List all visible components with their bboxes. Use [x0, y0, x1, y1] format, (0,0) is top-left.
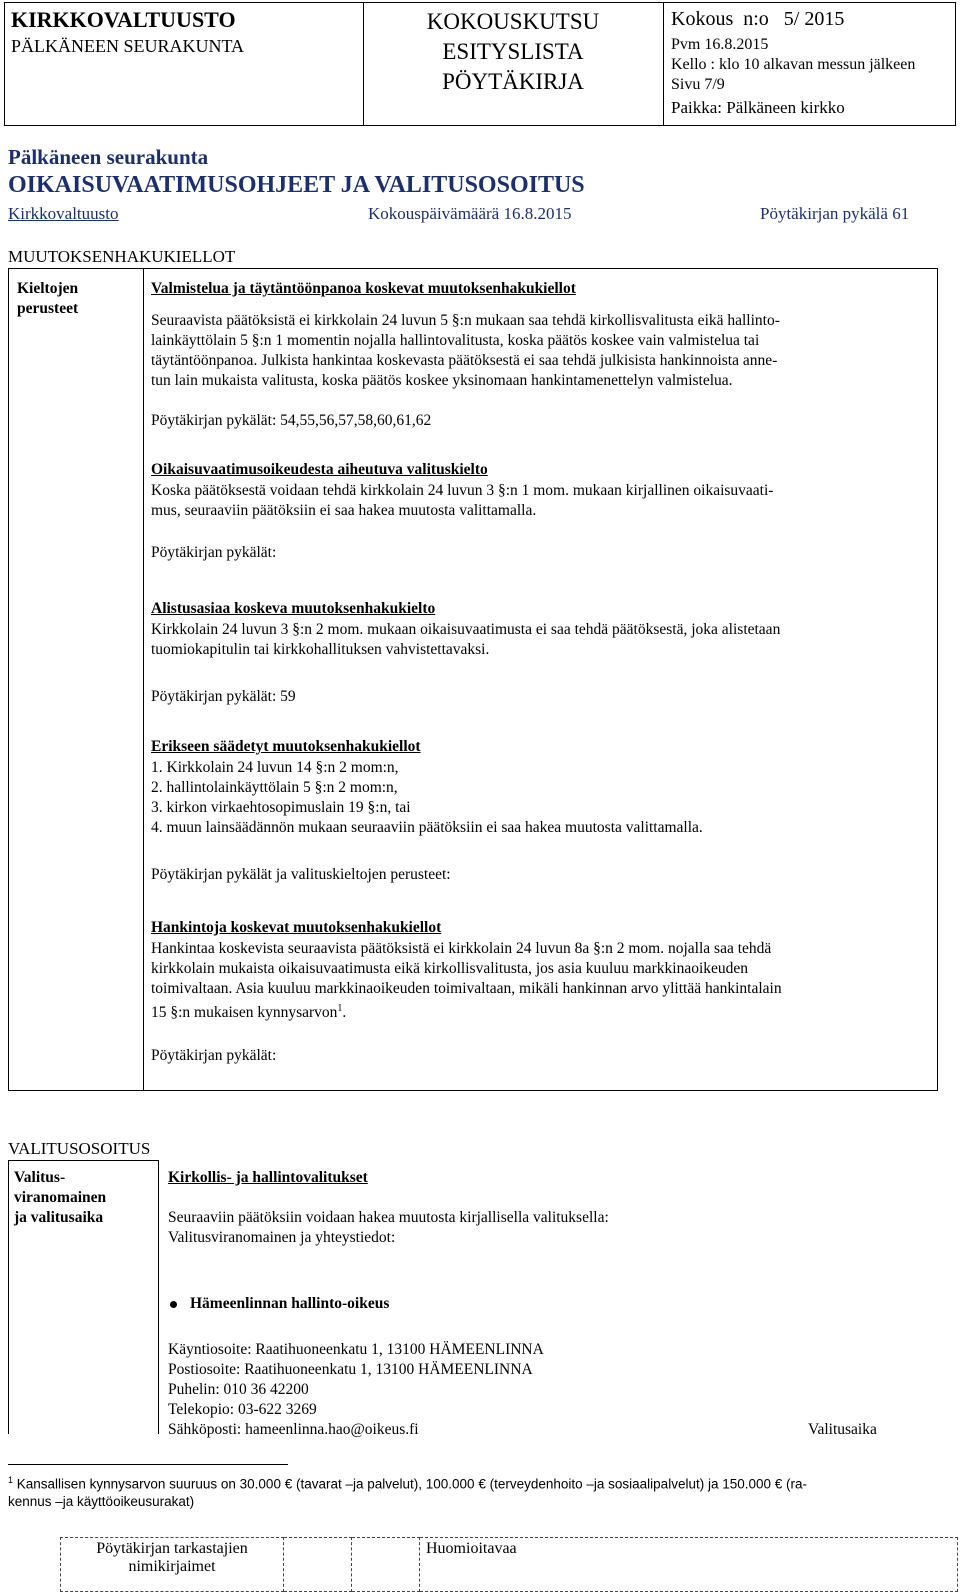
appeal-intro-line: Valitusviranomainen ja yhteystiedot: [168, 1229, 396, 1246]
column-divider [143, 269, 144, 1090]
reviewers-label-line: Pöytäkirjan tarkastajien [96, 1540, 248, 1557]
footnote-reference[interactable]: 1 [337, 1003, 343, 1014]
appeal-title: Kirkollis- ja hallintovalitukset [168, 1169, 368, 1186]
block4-line: 2. hallintolainkäyttölain 5 §:n 2 mom:n, [151, 779, 398, 796]
notes-label: Huomioitavaa [426, 1540, 517, 1557]
appeal-label-line2: viranomainen [14, 1189, 107, 1206]
contact-visiting-address: Käyntiosoite: Raatihuoneenkatu 1, 13100 HÄMEENLINNA [168, 1341, 544, 1358]
block5-line-suffix: . [342, 1004, 347, 1022]
block5-title: Hankintoja koskevat muutoksenhakukiellot [151, 919, 442, 936]
restrictions-label-line1: Kieltojen [17, 280, 79, 297]
block2-line: mus, seuraaviin päätöksiin ei saa hakea muutosta valittamalla. [151, 502, 537, 519]
block2-line: Koska päätöksestä voidaan tehdä kirkkolain 24 luvun 3 §:n 1 mom. mukaan kirjallinen oikaisuvaati- [151, 482, 774, 499]
appeal-deadline-label: Valitusaika [808, 1421, 877, 1438]
header-org-cell [5, 3, 364, 125]
header-doc-type-cell [363, 3, 664, 125]
block3-line: tuomiokapitulin tai kirkkohallituksen vahvistettavaksi. [151, 641, 490, 658]
appeal-heading: VALITUSOSOITUS [8, 1139, 151, 1158]
meeting-time: Kello : klo 10 alkavan messun jälkeen [671, 56, 916, 73]
block5-line: Hankintaa koskevista seuraavista päätöksistä ei kirkkolain 24 luvun 8a §:n 2 mom. nojalla saa tehdä [151, 940, 772, 957]
minutes-section: Pöytäkirjan pykälä 61 [760, 204, 910, 223]
org-title: KIRKKOVALTUUSTO [11, 7, 236, 32]
bullet-icon [170, 1301, 177, 1308]
contact-phone: Puhelin: 010 36 42200 [168, 1381, 309, 1398]
meeting-number: Kokous n:o 5/ 2015 [671, 8, 845, 30]
footer-signature-table [60, 1537, 958, 1592]
restrictions-heading: MUUTOKSENHAKUKIELLOT [8, 247, 236, 266]
block1-line: täytäntöönpanoa. Julkista hankintaa koskevasta päätöksestä ei saa tehdä julkisista hankinnoista anne- [151, 352, 778, 369]
block1-line: Seuraavista päätöksistä ei kirkkolain 24 luvun 5 §:n mukaan saa tehdä kirkollisvalitusta eikä hallinto- [151, 312, 780, 329]
restrictions-box [8, 268, 938, 1091]
block1-sections: Pöytäkirjan pykälät: 54,55,56,57,58,60,61,62 [151, 412, 432, 429]
block5-line: toimivaltaan. Asia kuuluu markkinaoikeuden toimivaltaan, mikäli hankinnan arvo ylittää hankintalain [151, 980, 782, 997]
contact-postal-address: Postiosoite: Raatihuoneenkatu 1, 13100 HÄMEENLINNA [168, 1361, 533, 1378]
meeting-date: Pvm 16.8.2015 [671, 36, 769, 53]
block3-sections: Pöytäkirjan pykälät: 59 [151, 688, 296, 705]
appeal-intro-line: Seuraaviin päätöksiin voidaan hakea muutosta kirjallisella valituksella: [168, 1209, 609, 1226]
document-header [4, 2, 956, 126]
meeting-place: Paikka: Pälkäneen kirkko [671, 98, 845, 117]
block4-line: 4. muun lainsäädännön mukaan seuraaviin päätöksiin ei saa hakea muutosta valittamalla. [151, 819, 703, 836]
footnote [8, 1472, 807, 1510]
block2-title: Oikaisuvaatimusoikeudesta aiheutuva valituskielto [151, 461, 488, 478]
doc-type-esityslista: ESITYSLISTA [442, 39, 584, 64]
block4-sections: Pöytäkirjan pykälät ja valituskieltojen perusteet: [151, 866, 451, 883]
block1-line: lainkäyttölain 5 §:n 1 momentin nojalla hallintovalitusta, koska päätös koskee vain valmistelua tai [151, 332, 760, 349]
block5-line-text: 15 §:n mukaisen kynnysarvon [151, 1004, 338, 1022]
parish-name: Pälkäneen seurakunta [8, 145, 209, 169]
org-subtitle: PÄLKÄNEEN SEURAKUNTA [11, 36, 245, 56]
doc-type-poytakirja: PÖYTÄKIRJA [442, 69, 584, 94]
page-number: Sivu 7/9 [671, 76, 725, 93]
block4-line: 3. kirkon virkaehtosopimuslain 19 §:n, tai [151, 799, 411, 816]
block2-sections: Pöytäkirjan pykälät: [151, 544, 277, 561]
appeal-label-line1: Valitus- [14, 1169, 66, 1186]
notes-cell[interactable] [420, 1538, 958, 1592]
document-heading: OIKAISUVAATIMUSOHJEET JA VALITUSOSOITUS [8, 172, 585, 198]
appeal-label-line3: ja valitusaika [14, 1209, 104, 1226]
reviewers-label-line: nimikirjaimet [128, 1558, 216, 1575]
appeal-left-border [8, 1160, 9, 1434]
doc-type-kokouskutsu: KOKOUSKUTSU [426, 9, 600, 34]
footnote-line [8, 1472, 807, 1493]
appeal-label-top-border [8, 1160, 158, 1161]
footnote-line: kennus –ja käyttöoikeusurakat) [8, 1493, 195, 1509]
block1-title: Valmistelua ja täytäntöönpanoa koskevat muutoksenhakukiellot [151, 280, 576, 297]
header-meta-cell [663, 3, 955, 125]
block3-line: Kirkkolain 24 luvun 3 §:n 2 mom. mukaan oikaisuvaatimusta ei saa tehdä päätöksestä, joka alistetaan [151, 621, 781, 638]
contact-fax: Telekopio: 03-622 3269 [168, 1401, 317, 1418]
footnote-separator [8, 1464, 288, 1465]
block5-line: kirkkolain mukaista oikaisuvaatimusta eikä kirkollisvalitusta, jos asia kuuluu markkinaoikeuden [151, 960, 749, 977]
initials-field[interactable] [352, 1538, 420, 1592]
reviewers-initials-cell [61, 1538, 284, 1592]
footnote-number: 1 [8, 1475, 14, 1485]
meeting-date-label: Kokouspäivämäärä 16.8.2015 [368, 204, 572, 223]
block5-sections: Pöytäkirjan pykälät: [151, 1047, 277, 1064]
appeal-authority: Hämeenlinnan hallinto-oikeus [190, 1295, 390, 1312]
block4-title: Erikseen säädetyt muutoksenhakukiellot [151, 738, 421, 755]
contact-email[interactable]: Sähköposti: hameenlinna.hao@oikeus.fi [168, 1421, 419, 1438]
block4-line: 1. Kirkkolain 24 luvun 14 §:n 2 mom:n, [151, 759, 399, 776]
footnote-text: Kansallisen kynnysarvon suuruus on 30.000 € (tavarat –ja palvelut), 100.000 € (terveydenhoito –ja sosiaalipalvelut) ja 150.000 € (ra- [16, 1476, 808, 1492]
block5-line-last [151, 999, 346, 1023]
initials-field[interactable] [284, 1538, 352, 1592]
restrictions-label-line2: perusteet [17, 300, 79, 317]
block3-title: Alistusasiaa koskeva muutoksenhakukielto [151, 600, 436, 617]
block1-line: tun lain mukaista valitusta, koska päätös koskee yksinomaan hankintamenettelyn valmistelua. [151, 372, 733, 389]
appeal-column-divider [158, 1160, 159, 1434]
governing-body: Kirkkovaltuusto [8, 204, 119, 223]
